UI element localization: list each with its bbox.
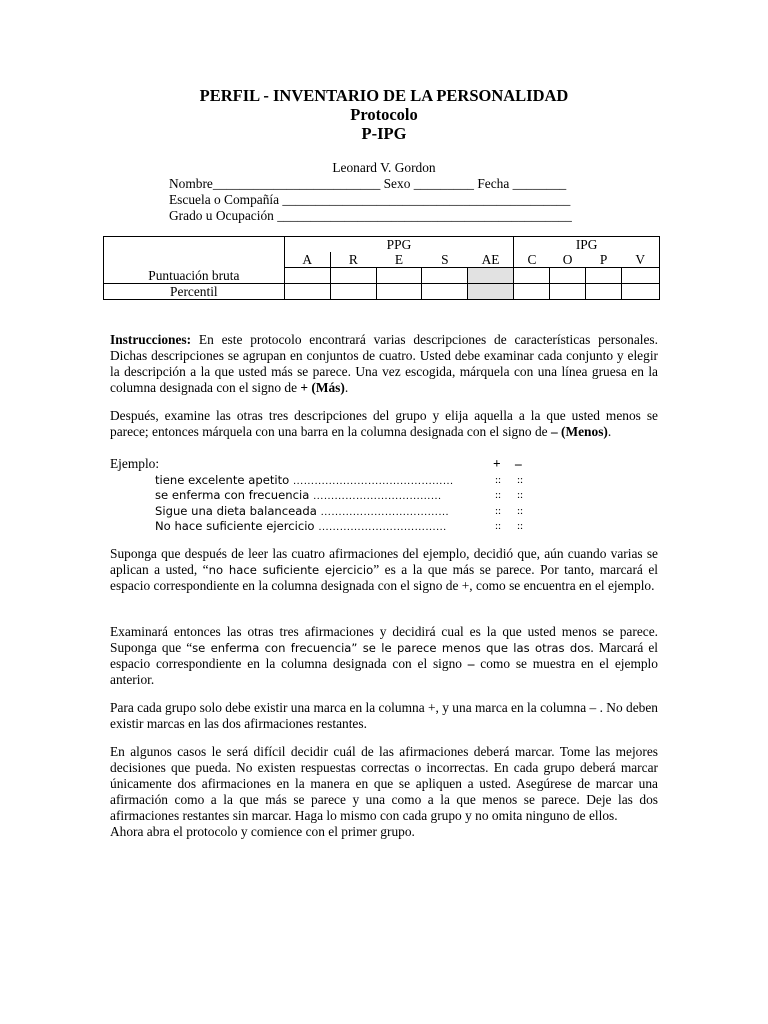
score-cell[interactable] xyxy=(622,268,660,284)
score-table xyxy=(103,236,660,300)
author: Leonard V. Gordon xyxy=(332,160,436,175)
percentile-cell[interactable] xyxy=(330,284,376,300)
percentile-cell[interactable] xyxy=(622,284,660,300)
column-header: R xyxy=(330,252,376,268)
percentile-cell[interactable] xyxy=(376,284,422,300)
title-block xyxy=(0,86,768,143)
text: Ahora abra el protocolo y comience con el primer grupo. xyxy=(110,824,415,839)
leader-dots: ……………………………………… xyxy=(292,475,454,487)
text: Examinará entonces las otras tres afirmaciones y decidirá cual es la que usted menos se parece. Suponga que “ xyxy=(110,624,658,655)
text: Para cada grupo solo debe existir una marca en la columna +, y una marca en la columna – . No deben existir marcas en las dos afirmaciones restantes. xyxy=(110,700,658,731)
paragraph-guidance xyxy=(110,744,658,840)
document-title: PERFIL - INVENTARIO DE LA PERSONALIDAD xyxy=(199,86,569,105)
group-header-ppg: PPG xyxy=(284,237,514,253)
percentile-cell[interactable] xyxy=(422,284,468,300)
field-occupation: Grado u Ocupación ____________________________________________ xyxy=(169,208,572,223)
plus-mark-box: :: xyxy=(495,473,502,486)
text: . Marcará el espacio correspondiente en la columna designada con el signo xyxy=(110,640,658,671)
paragraph-least-like xyxy=(110,624,658,688)
example-item xyxy=(110,472,658,488)
score-cell[interactable] xyxy=(514,268,550,284)
example-item-text: No hace suficiente ejercicio xyxy=(155,519,315,533)
column-header: AE xyxy=(468,252,514,268)
percentile-cell[interactable] xyxy=(586,284,622,300)
example-item-text: tiene excelente apetito xyxy=(155,472,290,487)
field-name-sex-date: Nombre_________________________ Sexo _________ Fecha ________ xyxy=(169,176,567,191)
score-cell-shaded xyxy=(468,268,514,284)
paragraph-one-mark-rule xyxy=(110,700,658,732)
plus-mark-box: :: xyxy=(495,520,502,532)
plus-mark-box: :: xyxy=(495,489,502,501)
minus-mark-box: :: xyxy=(517,504,524,517)
instructions-paragraph-2 xyxy=(110,408,658,440)
score-cell[interactable] xyxy=(284,268,330,284)
column-header: S xyxy=(422,252,468,268)
instructions-paragraph-1 xyxy=(110,332,658,396)
row-label-raw-score: Puntuación bruta xyxy=(104,268,285,284)
minus-mark-box: :: xyxy=(517,520,524,532)
score-cell[interactable] xyxy=(330,268,376,284)
column-header: A xyxy=(284,252,330,268)
example-item xyxy=(110,518,658,534)
leader-dots: ……………………………… xyxy=(318,522,447,533)
score-cell[interactable] xyxy=(376,268,422,284)
text: ” es a la que más se parece. Por tanto, marcará el espacio correspondiente en la columna designada con el signo de +, como se encuentra en el ejemplo. xyxy=(110,562,659,593)
column-header: C xyxy=(514,252,550,268)
minus-sign: – xyxy=(467,656,475,671)
example-item-text: Sigue una dieta balanceada xyxy=(155,503,317,518)
score-cell[interactable] xyxy=(586,268,622,284)
field-school: Escuela o Compañía ___________________________________________ xyxy=(169,192,571,207)
period: . xyxy=(344,380,349,395)
example-item xyxy=(110,487,658,503)
column-header: P xyxy=(586,252,622,268)
percentile-cell-shaded xyxy=(468,284,514,300)
table-corner xyxy=(104,237,285,253)
text: Suponga que después de leer las cuatro afirmaciones del ejemplo, decidió que, aún cuando varias se aplican a usted, “ xyxy=(110,546,658,577)
instructions-label: Instrucciones: xyxy=(110,332,192,347)
minus-mark-box: :: xyxy=(517,473,524,486)
document-subtitle: Protocolo xyxy=(350,105,418,124)
paragraph-example-explanation xyxy=(110,546,658,594)
personal-data-fields xyxy=(169,176,572,224)
group-header-ipg: IPG xyxy=(514,237,660,253)
text: En algunos casos le será difícil decidir cuál de las afirmaciones deberá marcar. Tome las mejores decisiones que pueda. No existen respuestas correctas o incorrectas. En cada grupo deberá marcar únicamente dos afirmaciones en la manera en que se apliquen a usted. Asegúrese de marcar una afirmación como a la que más se parece y una como a la que menos se parece. Deje las dos afirmaciones restantes sin marcar. Haga lo mismo con cada grupo y no omita ninguno de ellos. xyxy=(110,744,658,823)
row-label-percentile: Percentil xyxy=(104,284,285,300)
text: ” se le parece menos que las otras dos xyxy=(351,641,591,655)
percentile-cell[interactable] xyxy=(550,284,586,300)
quoted-statement: no hace suficiente ejercicio xyxy=(208,563,374,577)
plus-column-header: + xyxy=(493,456,501,471)
instructions-text-2: Después, examine las otras tres descripciones del grupo y elija aquella a la que usted menos se parece; entonces márquela con una barra en la columna designada con el signo de xyxy=(110,408,658,439)
leader-dots: ……………………………… xyxy=(313,491,442,502)
quoted-statement: se enferma con frecuencia xyxy=(192,641,352,655)
percentile-cell[interactable] xyxy=(514,284,550,300)
leader-dots: ……………………………… xyxy=(320,506,449,518)
minus-column-header: – xyxy=(515,456,522,471)
score-cell[interactable] xyxy=(550,268,586,284)
plus-sign-label: + (Más) xyxy=(300,380,345,395)
minus-mark-box: :: xyxy=(517,489,524,501)
column-header: E xyxy=(376,252,422,268)
example-label: Ejemplo: xyxy=(110,456,160,471)
document-code: P-IPG xyxy=(361,124,407,143)
example-block xyxy=(110,456,658,534)
column-header: O xyxy=(550,252,586,268)
percentile-cell[interactable] xyxy=(284,284,330,300)
period: . xyxy=(607,424,612,439)
minus-sign-label: – (Menos) xyxy=(550,424,608,439)
example-item xyxy=(110,503,658,519)
example-item-text: se enferma con frecuencia xyxy=(155,488,310,502)
plus-mark-box: :: xyxy=(495,504,502,517)
column-header: V xyxy=(622,252,660,268)
text: como se muestra en el ejemplo anterior. xyxy=(110,656,658,687)
table-corner-2 xyxy=(104,252,285,268)
score-cell[interactable] xyxy=(422,268,468,284)
instructions-text: En este protocolo encontrará varias descripciones de características personales. Dichas descripciones se agrupan en conjuntos de cuatro. Usted debe examinar cada conjunto y elegir la descripción a la que usted más se parece. Una vez escogida, márquela con una línea gruesa en la columna designada con el signo de xyxy=(110,332,658,395)
